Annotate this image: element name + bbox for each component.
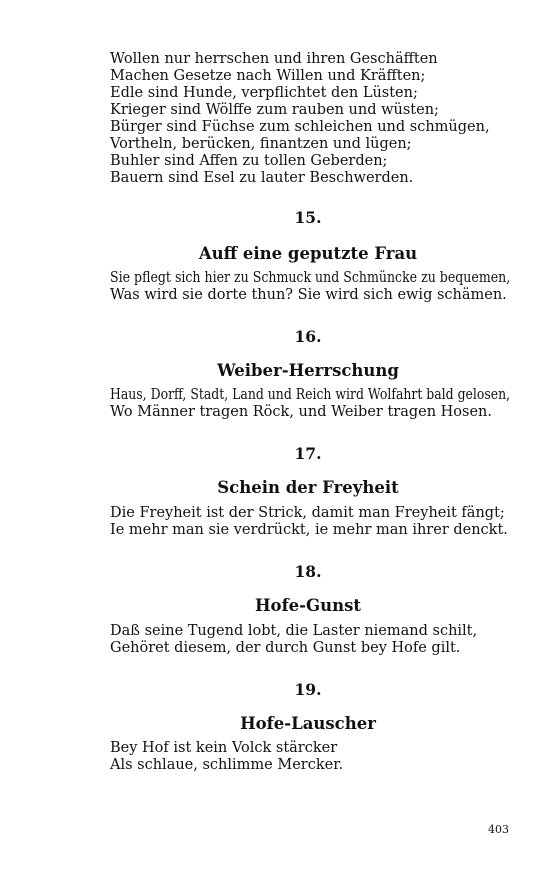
poem-line: Bey Hof ist kein Volck stärcker (110, 740, 338, 756)
poem-line: Die Freyheit ist der Strick, damit man Freyheit fängt; (110, 505, 505, 521)
poem-line: Wollen nur herrschen und ihren Geschäfften (110, 51, 438, 67)
poem-line: Sie pflegt sich hier zu Schmuck und Schmüncke zu bequemen, (110, 270, 511, 286)
poem-line: Daß seine Tugend lobt, die Laster niemand schilt, (110, 623, 478, 639)
poem-line: Vortheln, berücken, finantzen und lügen; (110, 136, 412, 152)
poem-line: Edle sind Hunde, verpflichtet den Lüsten; (110, 85, 418, 101)
poem-line: Buhler sind Affen zu tollen Geberden; (110, 153, 388, 169)
poem-line: Als schlaue, schlimme Mercker. (110, 757, 344, 773)
poem-line: Bauern sind Esel zu lauter Beschwerden. (110, 170, 414, 186)
epigram-title: Hofe-Lauscher (240, 714, 376, 733)
poem-line: Haus, Dorff, Stadt, Land und Reich wird Wolfahrt bald gelosen, (110, 387, 511, 403)
epigram-number: 15. (294, 208, 322, 227)
poem-line: Bürger sind Füchse zum schleichen und schmügen, (110, 119, 490, 135)
epigram-title: Schein der Freyheit (217, 478, 399, 497)
epigram-title: Weiber-Herrschung (217, 361, 399, 380)
epigram-title: Hofe-Gunst (254, 596, 362, 615)
poem-line: Wo Männer tragen Röck, und Weiber tragen Hosen. (110, 404, 493, 420)
poem-line: Was wird sie dorte thun? Sie wird sich ewig schämen. (110, 287, 507, 303)
epigram-title: Auff eine geputzte Frau (198, 244, 418, 263)
epigram-number: 16. (294, 327, 322, 346)
epigram-number: 18. (294, 562, 322, 581)
page-number: 403 (488, 823, 509, 836)
epigram-number: 19. (294, 680, 322, 699)
poem-line: Ie mehr man sie verdrückt, ie mehr man ihrer denckt. (110, 522, 508, 538)
poem-line: Machen Gesetze nach Willen und Kräfften; (110, 68, 426, 84)
poem-line: Krieger sind Wölffe zum rauben und wüsten; (110, 102, 439, 118)
epigram-number: 17. (294, 444, 322, 463)
poem-line: Gehöret diesem, der durch Gunst bey Hofe gilt. (110, 640, 461, 656)
